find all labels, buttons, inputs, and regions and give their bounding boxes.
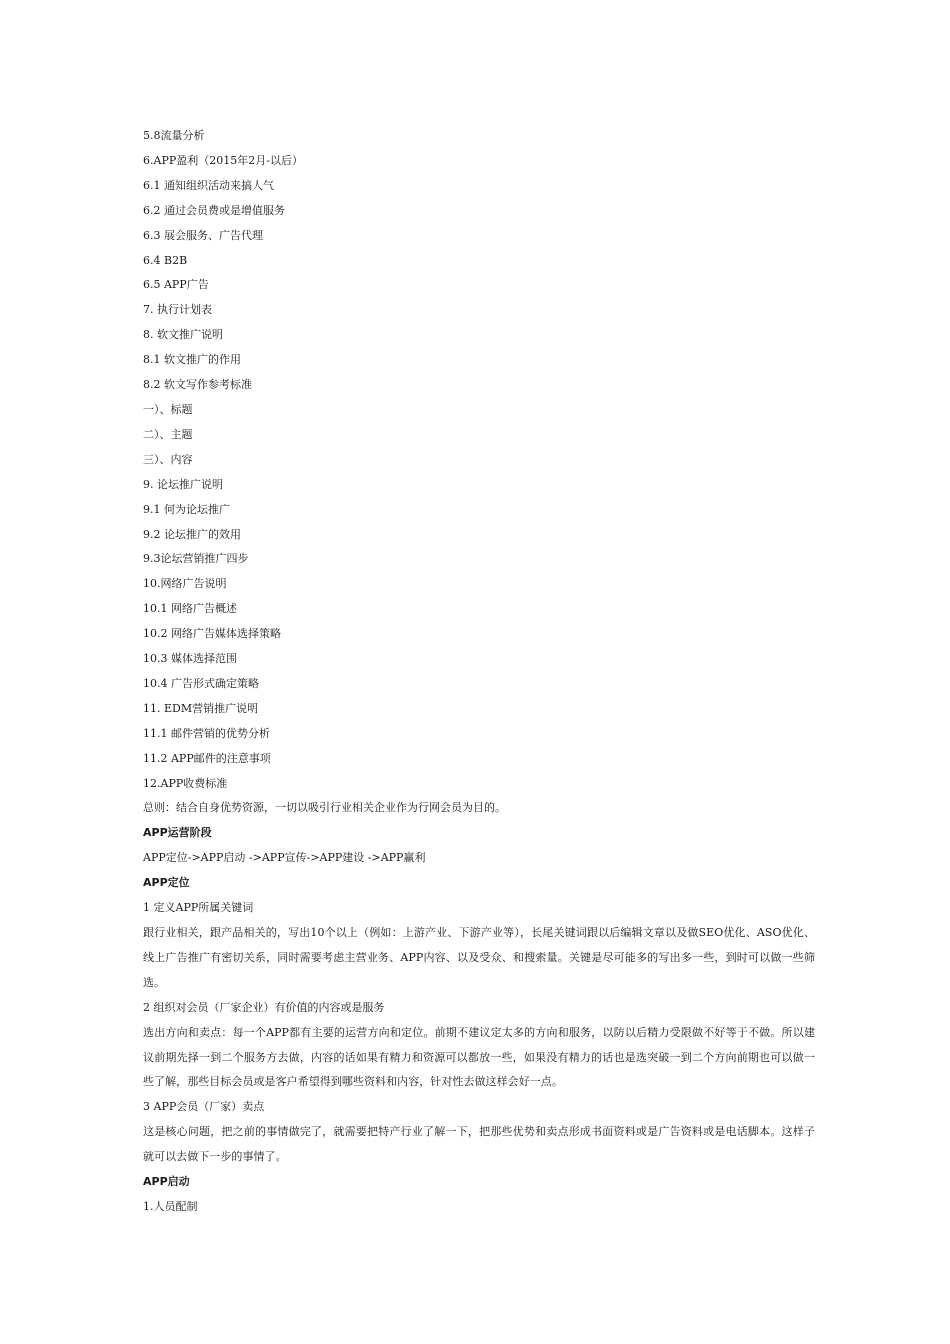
item-title: 2 组织对会员（厂家企业）有价值的内容或是服务 (143, 1000, 385, 1014)
item-body: 选出方向和卖点：每一个APP都有主要的运营方向和定位。前期不建议定太多的方向和服务，以防以后精力受限做不好等于不做。所以建议前期先择一到二个服务方去做，内容的话如果有精力和资源可以都放一些，如果没有精力的话也是选突破一到二个方向前期也可以做一些了解，那些目标会员或是客户希望得到哪些资料和内容，针对性去做这样会好一点。 (143, 1025, 815, 1089)
toc-item: 11. EDM营销推广说明 (143, 701, 259, 715)
item-title: 3 APP会员（厂家）卖点 (143, 1100, 265, 1114)
toc-item: 二）、主题 (143, 427, 193, 441)
toc-item: 一）、标题 (143, 402, 193, 416)
toc-item: 8.2 软文写作参考标准 (143, 378, 252, 392)
toc-item: 10.1 网络广告概述 (143, 602, 237, 616)
table-of-contents (143, 124, 815, 796)
item-body: 跟行业相关，跟产品相关的，写出10个以上（例如：上游产业、下游产业等），长尾关键词跟以后编辑文章以及做SEO优化、ASO优化、线上广告推广有密切关系，同时需要考虑主营业务、APP内容、以及受众、和搜索量。关键是尽可能多的写出多一些，到时可以做一些筛选。 (143, 926, 815, 989)
section-heading-positioning: APP定位 (143, 876, 190, 890)
toc-item: 6.APP盈利（2015年2月-以后） (143, 153, 303, 167)
toc-item: 9.1 何为论坛推广 (143, 502, 230, 516)
toc-item: 7. 执行计划表 (143, 303, 212, 317)
toc-item: 6.4 B2B (143, 253, 188, 267)
toc-item: 6.5 APP广告 (143, 278, 209, 292)
toc-item: 9.2 论坛推广的效用 (143, 527, 241, 541)
item-title: 1 定义APP所属关键词 (143, 901, 254, 915)
item-body: 这是核心问题，把之前的事情做完了，就需要把特产行业了解一下，把那些优势和卖点形成书面资料或是广告资料或是电话脚本。这样子就可以去做下一步的事情了。 (143, 1125, 815, 1164)
section-heading-stages: APP运营阶段 (143, 826, 212, 840)
toc-item: 6.3 展会服务、广告代理 (143, 228, 263, 242)
toc-item: 三）、内容 (143, 452, 193, 466)
launch-item: 1.人员配制 (143, 1199, 198, 1213)
toc-item: 9.3论坛营销推广四步 (143, 552, 249, 566)
toc-item: 8.1 软文推广的作用 (143, 353, 241, 367)
toc-item: 6.1 通知组织活动来搞人气 (143, 178, 274, 192)
toc-item: 9. 论坛推广说明 (143, 477, 223, 491)
toc-item: 6.2 通过会员费或是增值服务 (143, 203, 285, 217)
summary-text: 总则：结合自身优势资源，一切以吸引行业相关企业作为行网会员为目的。 (143, 801, 506, 815)
toc-item: 10.4 广告形式确定策略 (143, 676, 259, 690)
stages-flow-text: APP定位->APP启动 ->APP宣传->APP建设 ->APP赢利 (143, 851, 426, 865)
toc-item: 10.2 网络广告媒体选择策略 (143, 627, 281, 641)
toc-item: 5.8流量分析 (143, 129, 205, 142)
toc-item: 11.2 APP邮件的注意事项 (143, 751, 271, 765)
toc-item: 10.3 媒体选择范围 (143, 652, 237, 666)
toc-item: 11.1 邮件营销的优势分析 (143, 726, 270, 740)
section-heading-launch: APP启动 (143, 1175, 190, 1189)
toc-item: 12.APP收费标准 (143, 776, 228, 790)
document-body (143, 124, 815, 1220)
toc-item: 8. 软文推广说明 (143, 328, 223, 342)
toc-item: 10.网络广告说明 (143, 577, 227, 591)
